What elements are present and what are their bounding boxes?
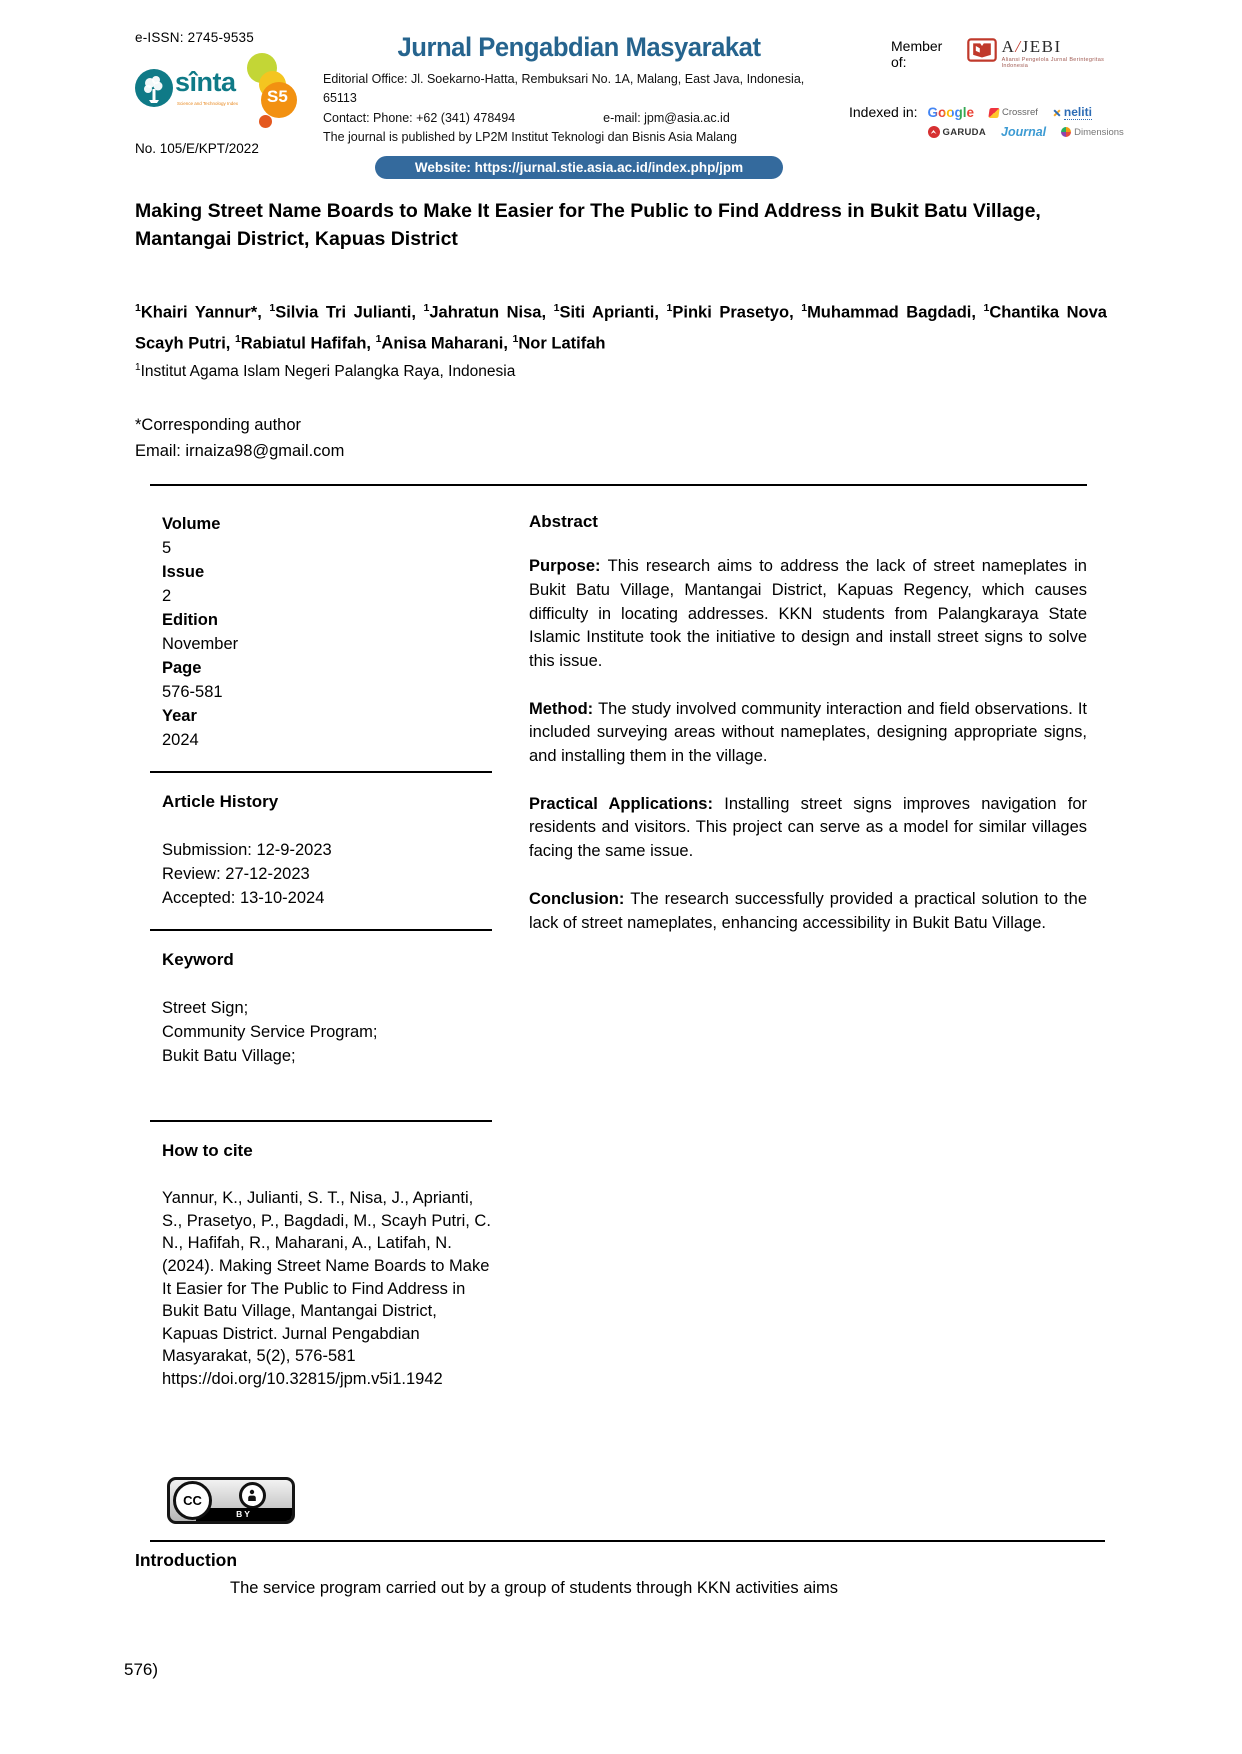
article-title: Making Street Name Boards to Make It Easier for The Public to Find Address in Bukit Batu Village, Mantangai District, Kapuas District <box>135 200 1041 250</box>
eissn-label: e-ISSN: 2745-9535 <box>135 30 254 45</box>
meta-abstract-columns <box>150 512 1087 1390</box>
divider-top <box>150 484 1087 486</box>
article-history-heading: Article History <box>162 792 279 812</box>
ajebi-wordmark: A/JEBI <box>1001 37 1062 56</box>
journal-logo: Journal <box>1001 125 1047 139</box>
volume-value: 5 <box>162 539 172 558</box>
sinta-dot-deep <box>259 115 272 128</box>
page-number: 576) <box>124 1660 159 1679</box>
corresponding-email: Email: irnaiza98@gmail.com <box>135 442 345 461</box>
cc-icon: CC <box>173 1481 212 1520</box>
ajebi-logo <box>967 38 1125 69</box>
editorial-office-line: Editorial Office: Jl. Soekarno-Hatta, Rembuksari No. 1A, Malang, East Java, Indonesia, 65113 <box>323 72 805 106</box>
dimensions-icon <box>1061 127 1071 137</box>
issue-value: 2 <box>162 587 172 606</box>
introduction-heading: Introduction <box>135 1549 238 1570</box>
header-right-block <box>835 30 1125 179</box>
volume-label: Volume <box>162 515 221 534</box>
divider-keyword <box>150 929 492 931</box>
contact-phone: Contact: Phone: +62 (341) 478494 <box>323 110 516 125</box>
keyword-item: Street Sign; <box>162 999 249 1018</box>
keyword-item: Bukit Batu Village; <box>162 1047 296 1066</box>
year-value: 2024 <box>162 731 199 750</box>
edition-value: November <box>162 635 239 654</box>
sinta-wordmark: sînta <box>175 67 236 97</box>
journal-header <box>135 30 1125 179</box>
member-of-label: Member of: <box>891 38 943 70</box>
publisher-line: The journal is published by LP2M Institut Teknologi dan Bisnis Asia Malang <box>323 130 737 145</box>
edition-label: Edition <box>162 611 218 630</box>
website-link-button[interactable]: Website: https://jurnal.stie.asia.ac.id/index.php/jpm <box>375 156 783 179</box>
review-date: Review: 27-12-2023 <box>162 865 310 884</box>
garuda-icon <box>928 126 940 138</box>
how-to-cite-heading: How to cite <box>162 1141 253 1161</box>
year-label: Year <box>162 707 197 726</box>
abstract-sections <box>529 555 1087 935</box>
indexed-in-label: Indexed in: <box>849 104 918 120</box>
keyword-heading: Keyword <box>162 950 234 970</box>
sinta-tagline: Science and Technology Index <box>177 101 238 106</box>
ajebi-book-icon <box>967 38 997 65</box>
corresponding-author-label: *Corresponding author <box>135 416 302 435</box>
sinta-tree-icon <box>135 69 173 112</box>
divider-introduction <box>150 1540 1105 1542</box>
keyword-item: Community Service Program; <box>162 1023 378 1042</box>
contact-email: e-mail: jpm@asia.ac.id <box>603 110 730 125</box>
keyword-list <box>150 996 492 1068</box>
journal-title: Jurnal Pengabdian Masyarakat <box>397 32 761 62</box>
cc-by-license-badge[interactable] <box>167 1477 295 1524</box>
neliti-logo: neliti <box>1053 105 1092 120</box>
header-center-block <box>323 30 835 179</box>
member-of-row <box>891 30 1125 70</box>
page-label: Page <box>162 659 202 678</box>
issue-meta-block <box>150 512 492 752</box>
dimensions-logo: Dimensions <box>1061 127 1124 138</box>
person-icon <box>239 1482 266 1509</box>
crossref-logo: Crossref <box>989 107 1038 118</box>
authors-line: $^1$Khairi Yannur*, $^1$Silvia Tri Julianti, $^1$Jahratun Nisa, $^1$Siti Aprianti, $^1$Pinki Prasetyo, $^1$Muhammad Bagdadi, $^1$Chantika Nova Scayh Putri, $^1$Rabiatul Hafifah, $^1$Anisa Maharani, $^1$Nor Latifah <box>135 302 1107 352</box>
sinta-s5-logo <box>135 55 310 127</box>
affiliation-line: $^1$Institut Agama Islam Negeri Palangka Raya, Indonesia <box>135 362 516 381</box>
divider-article-history <box>150 771 492 773</box>
abstract-heading: Abstract <box>529 512 598 532</box>
page-value: 576-581 <box>162 683 223 702</box>
accepted-date: Accepted: 13-10-2024 <box>162 889 325 908</box>
cc-by-bar: BY <box>196 1508 292 1521</box>
divider-how-to-cite <box>150 1120 492 1122</box>
abstract-paragraph: Purpose: This research aims to address the lack of street nameplates in Bukit Batu Village, Mantangai District, Kapuas Regency, which causes difficulty in locating addresses. KKN students from Palangkaraya State Islamic Institute took the initiative to design and install street signs to solve this issue. <box>529 557 1087 670</box>
google-logo: Google <box>927 105 974 120</box>
header-left-block <box>135 30 323 179</box>
submission-date: Submission: 12-9-2023 <box>162 841 332 860</box>
citation-text: Yannur, K., Julianti, S. T., Nisa, J., Aprianti, S., Prasetyo, P., Bagdadi, M., Scayh Putri, C. N., Hafifah, R., Maharani, A., Latifah, N. (2024). Making Street Name Boards to Make It Easier for The Public to Find Address in Bukit Batu Village, Mantangai District, Kapuas District. Jurnal Pengabdian Masyarakat, 5(2), 576-581 https://doi.org/10.32815/jpm.v5i1.1942 <box>162 1189 491 1388</box>
article-body <box>135 165 1107 1600</box>
abstract-paragraph: Conclusion: The research successfully provided a practical solution to the lack of street nameplates, enhancing accessibility in Bukit Batu Village. <box>529 889 1087 932</box>
indexed-in-row <box>849 104 1125 139</box>
abstract-paragraph: Practical Applications: Installing street signs improves navigation for residents and visitors. This project can serve as a model for similar villages facing the same issue. <box>529 794 1088 861</box>
decree-number: No. 105/E/KPT/2022 <box>135 141 259 156</box>
article-history-block <box>150 838 492 910</box>
ajebi-caption: Aliansi Pengelola Jurnal Berintegritas Indonesia <box>1001 56 1105 69</box>
sinta-level-badge: S5 <box>267 87 288 106</box>
crossref-icon <box>988 108 999 118</box>
garuda-logo: GARUDA <box>928 126 987 138</box>
neliti-icon <box>1053 109 1061 117</box>
introduction-paragraph: The service program carried out by a group of students through KKN activities aims <box>230 1578 839 1597</box>
issue-label: Issue <box>162 563 205 582</box>
abstract-column <box>529 512 1087 1390</box>
meta-column <box>150 512 492 1390</box>
abstract-paragraph: Method: The study involved community interaction and field observations. It included surveying areas without nameplates, designing appropriate signs, and installing them in the village. <box>529 699 1087 766</box>
contact-line <box>323 109 835 128</box>
